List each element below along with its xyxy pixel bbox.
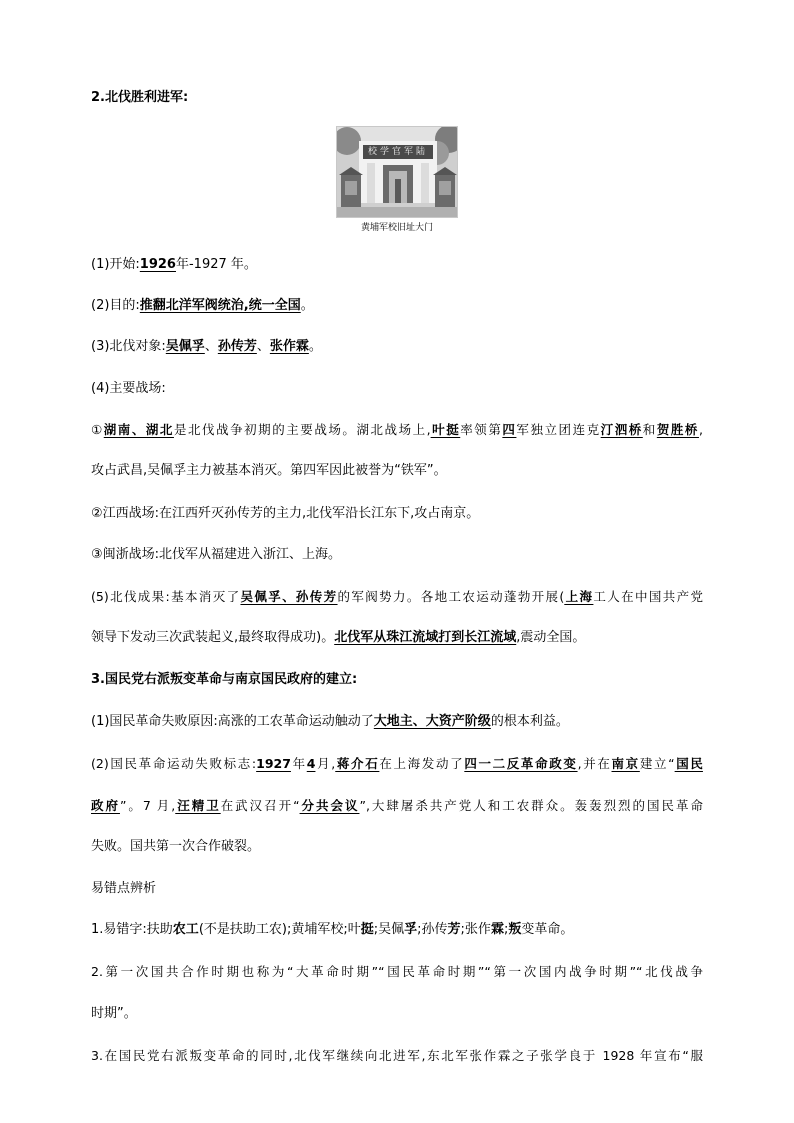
gate-signboard-text: 校学官军陆 <box>367 147 428 157</box>
photo-caption: 黄埔军校旧址大门 <box>360 223 433 233</box>
targets-line: (3)北伐对象:吴佩孚、孙传芳、张作霖。 <box>91 339 322 354</box>
error-item-3-line-1: 3.在国民党右派叛变革命的同时,北伐军继续向北进军,东北军张作霖之子张学良于 1928 年宣布“服 <box>91 1048 703 1063</box>
failure-marker-line-3: 失败。国共第一次合作破裂。 <box>91 839 261 854</box>
section-heading-3: 3.国民党右派叛变革命与南京国民政府的建立: <box>91 672 358 687</box>
failure-marker-line-2: 政府”。7 月,汪精卫在武汉召开“分共会议”,大肆屠杀共产党人和工农群众。轰轰烈烈的国民革命 <box>91 798 703 813</box>
start-line: (1)开始:1926年-1927 年。 <box>91 257 257 272</box>
battlefields-title: (4)主要战场: <box>91 381 166 396</box>
error-item-1: 1.易错字:扶助农工(不是扶助工农);黄埔军校;叶挺;吴佩孚;孙传芳;张作霖;叛变革命。 <box>91 922 574 937</box>
result-line-1: (5)北伐成果:基本消灭了吴佩孚、孙传芳的军阀势力。各地工农运动蓬勃开展(上海工人在中国共产党 <box>91 589 703 604</box>
result-line-2: 领导下发动三次武装起义,最终取得成功)。北伐军从珠江流域打到长江流域,震动全国。 <box>91 630 586 645</box>
battlefield-1-line-1: ①湖南、湖北是北伐战争初期的主要战场。湖北战场上,叶挺率领第四军独立团连克汀泗桥和贺胜桥, <box>91 422 703 437</box>
purpose-line: (2)目的:推翻北洋军阀统治,统一全国。 <box>91 298 314 313</box>
section-heading-2: 2.北伐胜利进军: <box>91 90 189 105</box>
battlefield-3: ③闽浙战场:北伐军从福建进入浙江、上海。 <box>91 547 342 562</box>
battlefield-1-line-2: 攻占武昌,吴佩孚主力被基本消灭。第四军因此被誉为“铁军”。 <box>91 463 447 478</box>
failure-marker-line-1: (2)国民革命运动失败标志:1927年4月,蒋介石在上海发动了四一二反革命政变,并在南京建立“国民 <box>91 756 703 771</box>
failure-cause-line: (1)国民革命失败原因:高涨的工农革命运动触动了大地主、大资产阶级的根本利益。 <box>91 714 569 729</box>
error-item-2-line-1: 2.第一次国共合作时期也称为“大革命时期”“国民革命时期”“第一次国内战争时期”“北伐战争 <box>91 964 703 979</box>
errors-title: 易错点辨析 <box>91 881 157 896</box>
error-item-2-line-2: 时期”。 <box>91 1006 137 1021</box>
battlefield-2: ②江西战场:在江西歼灭孙传芳的主力,北伐军沿长江东下,攻占南京。 <box>91 506 480 521</box>
whampoa-gate-photo <box>336 126 458 218</box>
